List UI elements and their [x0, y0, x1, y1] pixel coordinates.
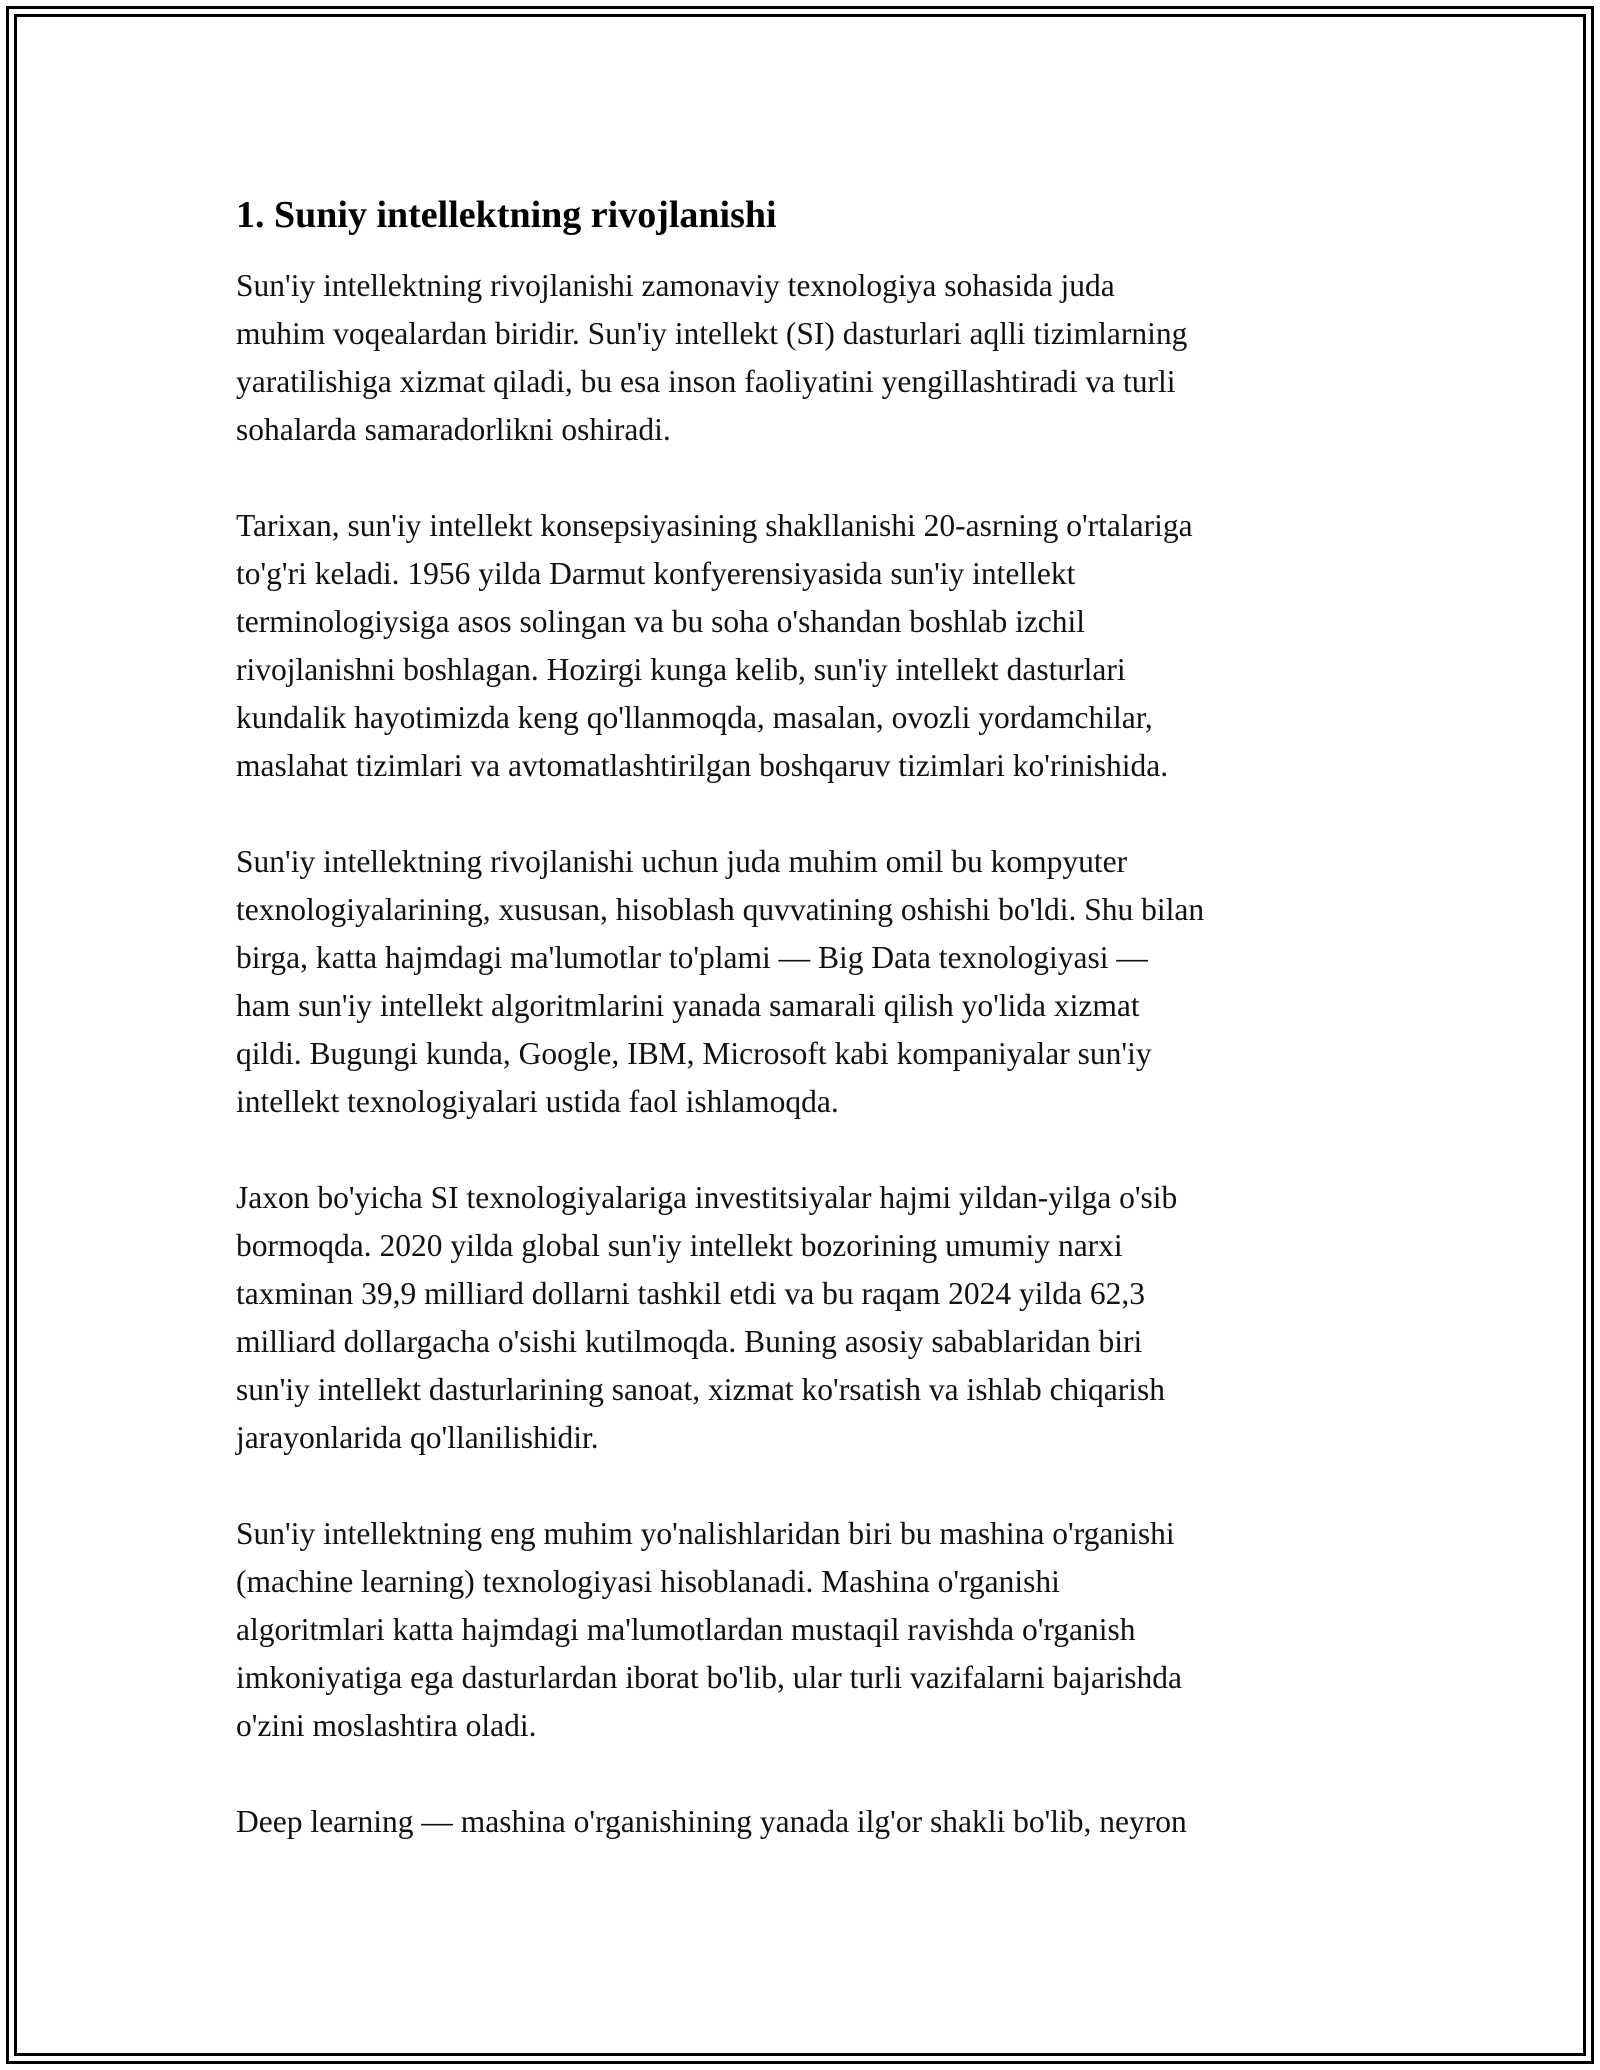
- paragraph-computing-power: Sun'iy intellektning rivojlanishi uchun juda muhim omil bu kompyuter texnologiyalarining, xususan, hisoblash quvvatining oshishi bo'ldi. Shu bilan birga, katta hajmdagi ma'lumotlar to'plami — Big Data texnologiyasi — ham sun'iy intellekt algoritmlarini yanada samarali qilish yo'lida xizmat qildi. Bugungi kunda, Google, IBM, Microsoft kabi kompaniyalar sun'iy intellekt texnologiyalari ustida faol ishlamoqda.: [236, 844, 1205, 1119]
- section-heading: 1. Suniy intellektning rivojlanishi: [236, 194, 777, 236]
- paragraph-investments: Jaxon bo'yicha SI texnologiyalariga investitsiyalar hajmi yildan-yilga o'sib bormoqda. 2020 yilda global sun'iy intellekt bozorining umumiy narxi taxminan 39,9 milliard dollarni tashkil etdi va bu raqam 2024 yilda 62,3 milliard dollargacha o'sishi kutilmoqda. Buning asosiy sabablaridan biri sun'iy intellekt dasturlarining sanoat, xizmat ko'rsatish va ishlab chiqarish jarayonlarida qo'llanilishidir.: [236, 1180, 1178, 1455]
- paragraph-history: Tarixan, sun'iy intellekt konsepsiyasining shakllanishi 20-asrning o'rtalariga to'g'ri keladi. 1956 yilda Darmut konfyerensiyasida sun'iy intellekt terminologiysiga asos solingan va bu soha o'shandan boshlab izchil rivojlanishni boshlagan. Hozirgi kunga kelib, sun'iy intellekt dasturlari kundalik hayotimizda keng qo'llanmoqda, masalan, ovozli yordamchilar, maslahat tizimlari va avtomatlashtirilgan boshqaruv tizimlari ko'rinishida.: [236, 508, 1193, 783]
- paragraph-machine-learning: Sun'iy intellektning eng muhim yo'nalishlaridan biri bu mashina o'rganishi (machine learning) texnologiyasi hisoblanadi. Mashina o'rganishi algoritmlari katta hajmdagi ma'lumotlardan mustaqil ravishda o'rganish imkoniyatiga ega dasturlardan iborat bo'lib, ular turli vazifalarni bajarishda o'zini moslashtira oladi.: [236, 1516, 1182, 1743]
- paragraph-introduction: Sun'iy intellektning rivojlanishi zamonaviy texnologiya sohasida juda muhim voqealardan biridir. Sun'iy intellekt (SI) dasturlari aqlli tizimlarning yaratilishiga xizmat qiladi, bu esa inson faoliyatini yengillashtiradi va turli sohalarda samaradorlikni oshiradi.: [236, 268, 1188, 447]
- document-body: [236, 190, 1386, 1894]
- paragraph-deep-learning: Deep learning — mashina o'rganishining yanada ilg'or shakli bo'lib, neyron: [236, 1804, 1187, 1839]
